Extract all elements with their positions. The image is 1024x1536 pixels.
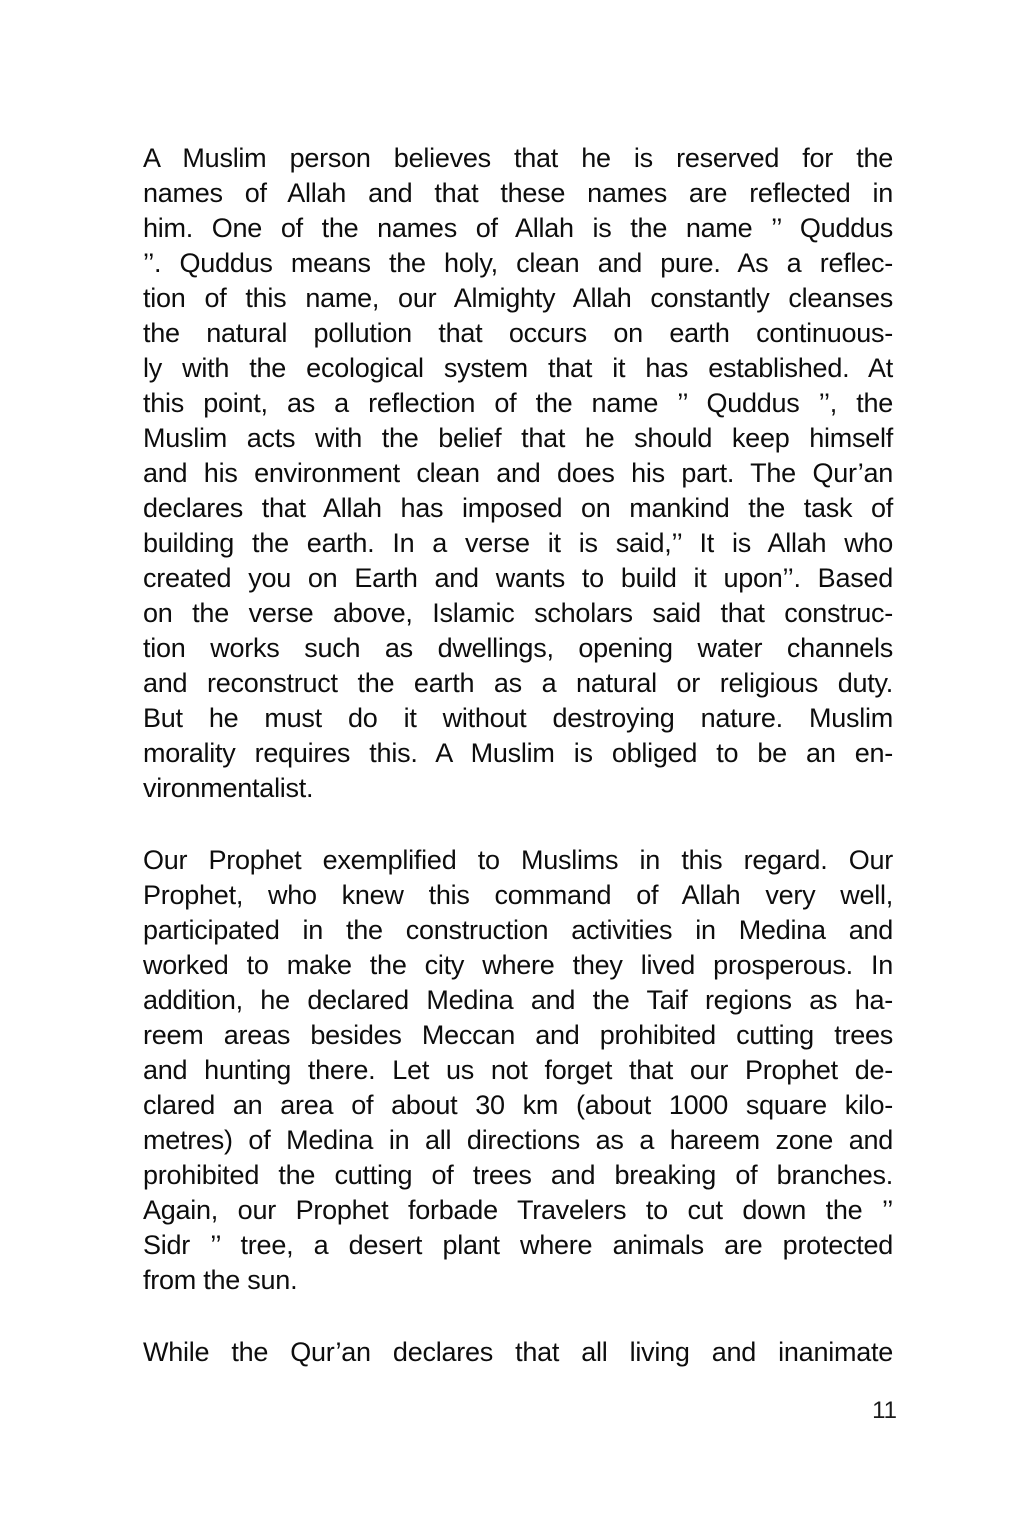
text-line: building the earth. In a verse it is said,’’ It is Allah who (143, 528, 893, 558)
text-line: and hunting there. Let us not forget that our Prophet de- (143, 1055, 893, 1085)
text-line: names of Allah and that these names are reflected in (143, 178, 893, 208)
text-line: While the Qur’an declares that all living and inanimate (143, 1337, 893, 1367)
text-line: declares that Allah has imposed on mankind the task of (143, 493, 893, 523)
text-line: metres) of Medina in all directions as a hareem zone and (143, 1125, 893, 1155)
text-line: Again, our Prophet forbade Travelers to cut down the ’’ (143, 1195, 893, 1225)
text-line: him. One of the names of Allah is the name ’’ Quddus (143, 213, 893, 243)
text-line: worked to make the city where they lived prosperous. In (143, 950, 893, 980)
text-line: prohibited the cutting of trees and breaking of branches. (143, 1160, 893, 1190)
text-line: vironmentalist. (143, 773, 314, 803)
text-line: on the verse above, Islamic scholars said that construc- (143, 598, 893, 628)
text-line: tion of this name, our Almighty Allah constantly cleanses (143, 283, 893, 313)
text-line: clared an area of about 30 km (about 1000 square kilo- (143, 1090, 893, 1120)
text-line: A Muslim person believes that he is reserved for the (143, 143, 893, 173)
text-line: the natural pollution that occurs on earth continuous- (143, 318, 893, 348)
text-line: from the sun. (143, 1265, 298, 1295)
text-line: participated in the construction activities in Medina and (143, 915, 893, 945)
paragraph (143, 141, 893, 806)
text-line: created you on Earth and wants to build it upon’’. Based (143, 563, 893, 593)
text-line: and reconstruct the earth as a natural or religious duty. (143, 668, 893, 698)
text-line: this point, as a reflection of the name ’’ Quddus ’’, the (143, 388, 893, 418)
text-line: Muslim acts with the belief that he should keep himself (143, 423, 893, 453)
paragraph (143, 1335, 893, 1370)
text-line: and his environment clean and does his part. The Qur’an (143, 458, 893, 488)
page-number: 11 (872, 1397, 897, 1424)
paragraph (143, 843, 893, 1298)
text-line: tion works such as dwellings, opening water channels (143, 633, 893, 663)
text-line: morality requires this. A Muslim is obliged to be an en- (143, 738, 893, 768)
text-line: Sidr ’’ tree, a desert plant where animals are protected (143, 1230, 893, 1260)
text-line: reem areas besides Meccan and prohibited cutting trees (143, 1020, 893, 1050)
text-line: ’’. Quddus means the holy, clean and pure. As a reflec- (143, 248, 893, 278)
text-line: But he must do it without destroying nature. Muslim (143, 703, 893, 733)
text-line: Prophet, who knew this command of Allah very well, (143, 880, 893, 910)
text-line: ly with the ecological system that it has established. At (143, 353, 893, 383)
body-text (143, 141, 893, 1407)
text-line: addition, he declared Medina and the Taif regions as ha- (143, 985, 893, 1015)
text-line: Our Prophet exemplified to Muslims in this regard. Our (143, 845, 893, 875)
